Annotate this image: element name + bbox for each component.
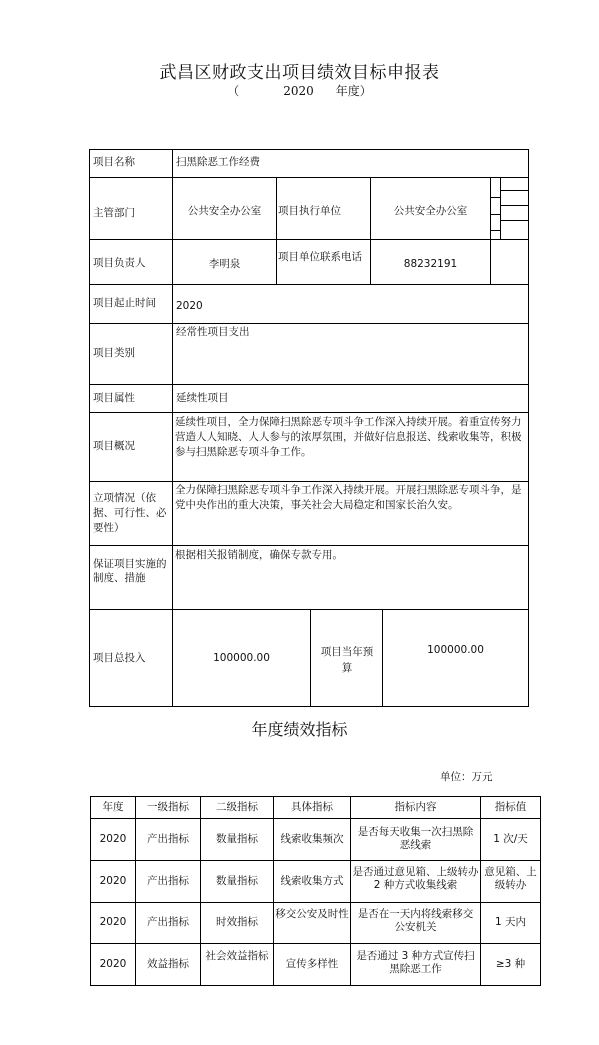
perf-cell-specific: 线索收集频次 <box>280 833 344 845</box>
project-period-value: 2020 <box>176 300 203 312</box>
unit-note: 单位：万元 <box>440 771 493 783</box>
project-category-value: 经常性项目支出 <box>176 326 250 338</box>
contact-phone-label: 项目单位联系电话 <box>278 251 362 263</box>
project-owner-label: 项目负责人 <box>93 257 146 269</box>
perf-cell-level2: 社会效益指标 <box>205 950 269 962</box>
subtitle-year: 2020 <box>283 84 314 98</box>
project-category-label: 项目类别 <box>93 347 135 359</box>
perf-cell-value: ≥3 种 <box>495 958 526 970</box>
perf-cell-level2: 数量指标 <box>216 875 258 887</box>
perf-header-value: 指标值 <box>494 801 527 813</box>
total-investment-value: 100000.00 <box>213 652 270 664</box>
perf-cell-level2: 时效指标 <box>216 916 258 928</box>
perf-cell-content: 是否每天收集一次扫黑除恶线索 <box>357 826 474 851</box>
project-overview-label: 项目概况 <box>93 440 135 452</box>
project-basis-value: 全力保障扫黑除恶专项斗争工作深入持续开展。开展扫黑除恶专项斗争，是党中央作出的重大决策，事关社会大局稳定和国家长治久安。 <box>175 484 522 511</box>
perf-cell-content: 是否在一天内将线索移交公安机关 <box>357 908 474 933</box>
performance-section-title: 年度绩效指标 <box>251 720 348 739</box>
perf-cell-level2: 数量指标 <box>216 833 258 845</box>
executing-unit-label: 项目执行单位 <box>278 205 341 217</box>
perf-cell-content: 是否通过意见箱、上级转办 2 种方式收集线索 <box>352 866 479 891</box>
perf-header-content: 指标内容 <box>394 801 437 813</box>
project-attribute-label: 项目属性 <box>93 392 135 404</box>
project-name-label: 项目名称 <box>93 156 135 168</box>
subtitle-close: 年度） <box>335 84 372 98</box>
document-title: 武昌区财政支出项目绩效目标申报表 <box>159 63 440 83</box>
total-investment-label: 项目总投入 <box>93 652 146 664</box>
subtitle-open: （ <box>227 84 240 98</box>
perf-cell-value: 1 天内 <box>494 916 527 928</box>
perf-cell-level1: 产出指标 <box>147 833 189 845</box>
perf-cell-specific: 移交公安及时性 <box>275 908 349 920</box>
project-attribute-value: 延续性项目 <box>176 392 229 404</box>
perf-header-specific: 具体指标 <box>291 801 333 813</box>
annual-budget-label: 项目当年预算 <box>320 646 374 674</box>
document-subtitle <box>0 82 599 99</box>
perf-cell-value: 意见箱、上级转办 <box>484 866 537 891</box>
project-overview-value: 延续性项目，全力保障扫黑除恶专项斗争工作深入持续开展。着重宣传努力营造人人知晓、人人参与的浓厚氛围，并做好信息报送、线索收集等，积极参与扫黑除恶专项斗争工作。 <box>175 416 522 458</box>
contact-phone-value: 88232191 <box>403 258 458 270</box>
perf-cell-level1: 产出指标 <box>147 916 189 928</box>
perf-header-year: 年度 <box>102 801 124 813</box>
project-period-label: 项目起止时间 <box>93 297 156 309</box>
annual-budget-value: 100000.00 <box>427 644 484 656</box>
implementation-measures-value: 根据相关报销制度，确保专款专用。 <box>175 549 343 561</box>
perf-cell-year: 2020 <box>99 916 127 928</box>
department-label: 主管部门 <box>93 207 135 219</box>
project-owner-value: 李明泉 <box>208 258 241 270</box>
implementation-measures-label: 保证项目实施的 制度、措施 <box>93 558 167 584</box>
perf-cell-level1: 产出指标 <box>147 875 189 887</box>
perf-cell-specific: 线索收集方式 <box>280 875 344 887</box>
perf-header-level2: 二级指标 <box>216 801 258 813</box>
department-value: 公共安全办公室 <box>187 205 262 217</box>
perf-cell-specific: 宣传多样性 <box>285 958 339 970</box>
project-name-value: 扫黑除恶工作经费 <box>176 156 260 168</box>
perf-cell-year: 2020 <box>99 958 127 970</box>
perf-cell-level1: 效益指标 <box>147 958 189 970</box>
perf-header-level1: 一级指标 <box>147 801 189 813</box>
perf-cell-value: 1 次/天 <box>493 833 528 845</box>
perf-cell-year: 2020 <box>99 875 127 887</box>
project-basis-label: 立项情况（依据、可行性、必要性） <box>93 492 167 534</box>
executing-unit-value: 公共安全办公室 <box>393 205 468 217</box>
perf-cell-content: 是否通过 3 种方式宣传扫黑除恶工作 <box>356 950 475 975</box>
perf-cell-year: 2020 <box>99 833 127 845</box>
